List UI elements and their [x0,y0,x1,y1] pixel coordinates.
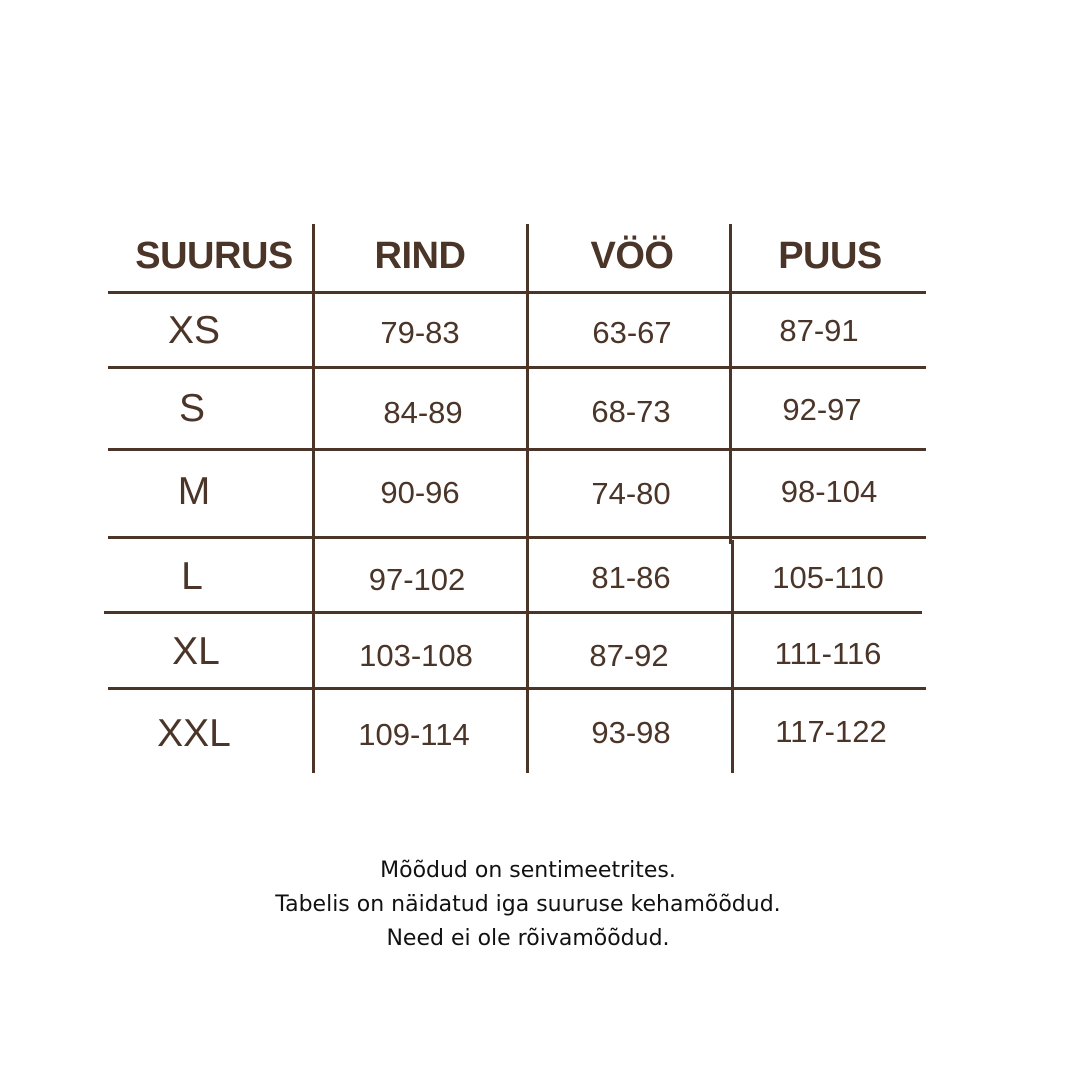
header-puus: PUUS [778,235,882,277]
column-divider [526,224,529,773]
puus-value: 98-104 [780,474,878,509]
rind-value: 109-114 [358,717,470,752]
table-divider [108,536,926,539]
header-voo: VÖÖ [590,235,674,277]
puus-value: 92-97 [782,392,862,427]
rind-value: 79-83 [380,315,460,350]
puus-value: 105-110 [772,560,884,595]
voo-value: 81-86 [591,560,671,595]
puus-value: 117-122 [775,714,887,749]
header-rind: RIND [374,235,466,277]
table-divider [108,366,926,369]
rind-value: 90-96 [380,475,460,510]
note-line: Need ei ole rõivamõõdud. [386,926,670,951]
rind-value: 97-102 [368,562,466,597]
puus-value: 87-91 [779,313,859,348]
voo-value: 87-92 [589,638,669,673]
voo-value: 68-73 [591,394,671,429]
size-m: M [177,470,211,513]
size-xl: XL [172,630,220,673]
size-s: S [178,387,205,430]
header-suurus: SUURUS [135,235,293,277]
rind-value: 103-108 [359,638,473,673]
size-xs: XS [167,309,221,352]
table-divider [108,687,926,690]
table-divider [108,448,926,451]
rind-value: 84-89 [383,395,463,430]
table-divider [104,611,922,614]
table-divider [108,291,926,294]
note-line: Mõõdud on sentimeetrites. [380,858,676,883]
column-divider [312,224,315,773]
voo-value: 74-80 [591,476,671,511]
puus-value: 111-116 [774,636,882,671]
note-line: Tabelis on näidatud iga suuruse kehamõõdud. [275,892,781,917]
size-l: L [181,555,203,598]
size-xxl: XXL [157,712,231,755]
voo-value: 93-98 [591,715,671,750]
voo-value: 63-67 [592,315,672,350]
